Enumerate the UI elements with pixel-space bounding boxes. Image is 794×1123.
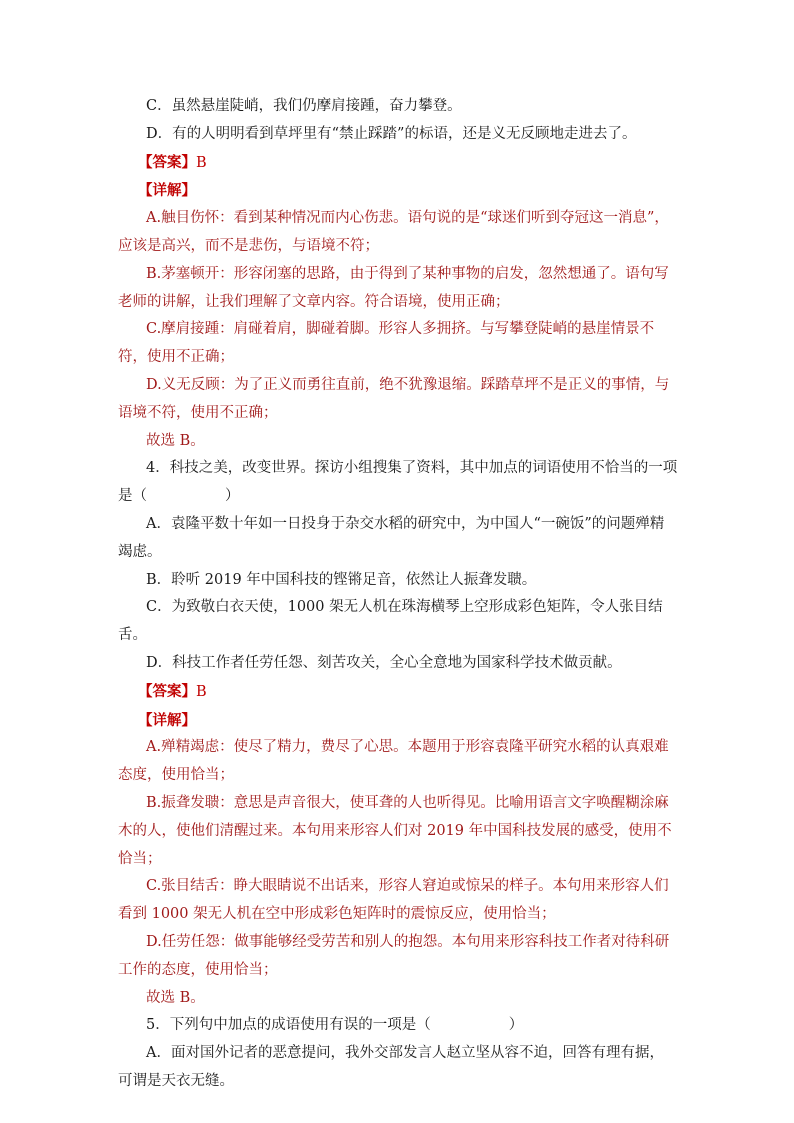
q5-stem-text: 5．下列句中加点的成语使用有误的一项是（ bbox=[146, 1017, 431, 1034]
explanation-1-a: A.触目伤怀：看到某种情况而内心伤悲。语句说的是“球迷们听到夺冠这一消息”，应该是高兴，而不是悲伤，与语境不符； bbox=[118, 210, 669, 254]
q5-stem-end: ） bbox=[508, 1017, 524, 1034]
q3-option-d: D．有的人明明看到草坪里有“禁止踩踏”的标语，还是义无反顾地走进去了。 bbox=[146, 125, 637, 142]
conclusion-1: 故选 B。 bbox=[146, 432, 205, 449]
q5-stem bbox=[118, 1012, 678, 1040]
q5-option-a: A．面对国外记者的恶意提问，我外交部发言人赵立坚从容不迫，回答有理有据，可谓是天衣无缝。 bbox=[118, 1045, 664, 1089]
answer-label: 【答案】 bbox=[138, 153, 196, 171]
answer-line-2 bbox=[118, 678, 678, 707]
q4-option-b: B．聆听 2019 年中国科技的铿锵足音，依然让人振聋发聩。 bbox=[146, 571, 537, 588]
q4-option-c: C．为致敬白衣天使，1000 架无人机在珠海横琴上空形成彩色矩阵，令人张目结舌。 bbox=[118, 599, 663, 644]
explanation-2-a: A.殚精竭虑：使尽了精力，费尽了心思。本题用于形容袁隆平研究水稻的认真艰难态度，使用恰当； bbox=[118, 739, 669, 784]
detail-label-1: 【详解】 bbox=[138, 182, 196, 200]
explanation-2-c: C.张目结舌：睁大眼睛说不出话来，形容人窘迫或惊呆的样子。本句用来形容人们看到 1000 架无人机在空中形成彩色矩阵时的震惊反应，使用恰当； bbox=[118, 878, 669, 923]
detail-label-2: 【详解】 bbox=[138, 711, 196, 729]
conclusion-2: 故选 B。 bbox=[146, 989, 205, 1006]
explanation-2-b: B.振聋发聩：意思是声音很大，使耳聋的人也听得见。比喻用语言文字唤醒糊涂麻木的人，使他们清醒过来。本句用来形容人们对 2019 年中国科技发展的感受，使用不恰当； bbox=[118, 794, 672, 867]
q4-stem-text: 4．科技之美，改变世界。探访小组搜集了资料，其中加点的词语使用不恰当的一项是（ bbox=[118, 460, 678, 505]
q3-option-c: C．虽然悬崖陡峭，我们仍摩肩接踵，奋力攀登。 bbox=[146, 98, 462, 114]
q4-stem-end: ） bbox=[225, 488, 240, 505]
q4-option-d: D．科技工作者任劳任怨、刻苦攻关，全心全意地为国家科学技术做贡献。 bbox=[146, 654, 622, 671]
q4-option-a: A．袁隆平数十年如一日投身于杂交水稻的研究中，为中国人“一碗饭”的问题殚精竭虑。 bbox=[118, 515, 665, 560]
question-content bbox=[118, 93, 678, 1096]
explanation-1-c: C.摩肩接踵：肩碰着肩，脚碰着脚。形容人多拥挤。与写攀登陡峭的悬崖情景不符，使用不正确； bbox=[118, 321, 655, 366]
answer-line-1 bbox=[118, 149, 678, 178]
answer-label: 【答案】 bbox=[138, 682, 196, 700]
answer-value: B bbox=[196, 683, 207, 700]
explanation-1-b: B.茅塞顿开：形容闭塞的思路，由于得到了某种事物的启发，忽然想通了。语句写老师的讲解，让我们理解了文章内容。符合语境，使用正确； bbox=[118, 265, 669, 310]
answer-value: B bbox=[196, 154, 207, 171]
q4-stem bbox=[118, 455, 678, 511]
explanation-2-d: D.任劳任怨：做事能够经受劳苦和别人的抱怨。本句用来形容科技工作者对待科研工作的态度，使用恰当； bbox=[118, 933, 670, 978]
explanation-1-d: D.义无反顾：为了正义而勇往直前，绝不犹豫退缩。踩踏草坪不是正义的事情，与语境不符，使用不正确； bbox=[118, 376, 670, 421]
